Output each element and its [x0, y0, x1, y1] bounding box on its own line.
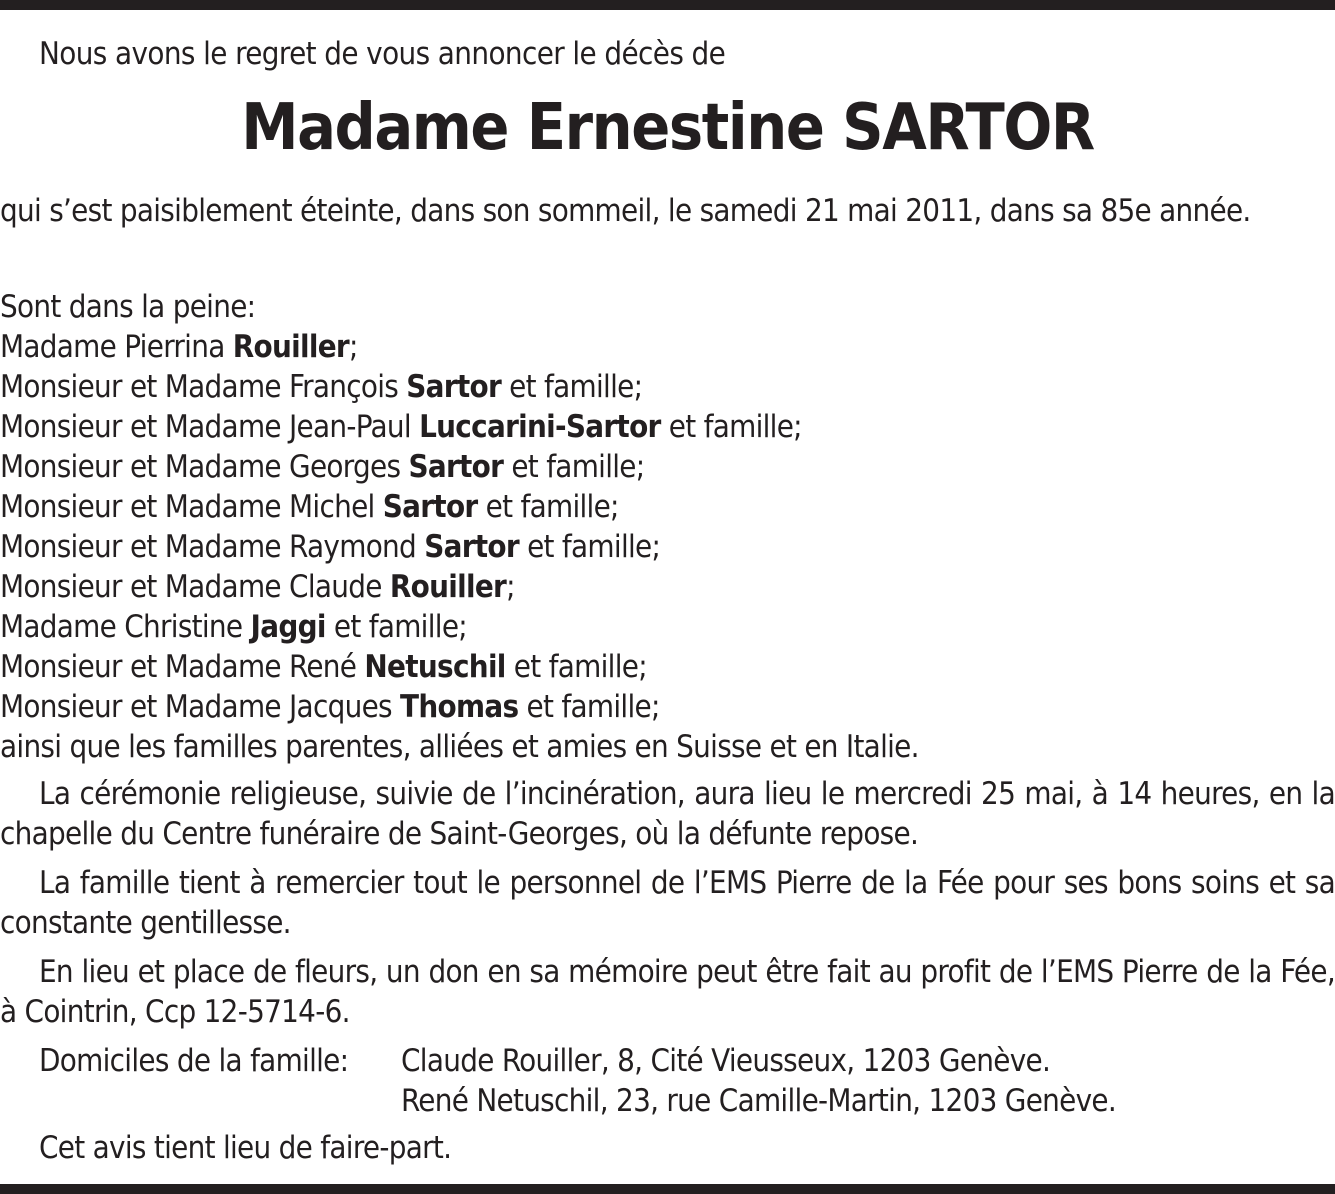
- mourners-heading: Sont dans la peine:: [0, 289, 256, 325]
- mourners-closing: ainsi que les familles parentes, alliées et amies en Suisse et en Italie.: [0, 729, 919, 765]
- domiciles-label: Domiciles de la famille:: [39, 1043, 349, 1079]
- mourner-line: Monsieur et Madame René Netuschil et famille;: [0, 649, 647, 685]
- mourner-surname: Netuschil: [364, 649, 506, 685]
- mourner-surname: Jaggi: [250, 609, 326, 645]
- mourner-surname: Sartor: [408, 449, 504, 485]
- bottom-rule: [0, 1184, 1335, 1194]
- mourner-surname: Rouiller: [232, 329, 349, 365]
- domicile-address: René Netuschil, 23, rue Camille-Martin, 1203 Genève.: [401, 1083, 1117, 1119]
- mourner-surname: Thomas: [400, 689, 519, 725]
- mourner-line: Monsieur et Madame Georges Sartor et famille;: [0, 449, 645, 485]
- intro-line: Nous avons le regret de vous annoncer le décès de: [39, 36, 726, 72]
- thanks-paragraph: La famille tient à remercier tout le personnel de l’EMS Pierre de la Fée pour ses bons soins et sa constante gentillesse.: [0, 865, 1335, 941]
- mourner-surname: Sartor: [424, 529, 519, 565]
- domicile-address: Claude Rouiller, 8, Cité Vieusseux, 1203 Genève.: [401, 1043, 1051, 1079]
- mourner-surname: Luccarini-Sartor: [419, 409, 661, 445]
- top-rule: [0, 0, 1335, 10]
- mourner-line: Madame Christine Jaggi et famille;: [0, 609, 467, 645]
- domicile-row: [0, 1041, 1335, 1081]
- mourner-line: Monsieur et Madame Raymond Sartor et famille;: [0, 529, 661, 565]
- mourner-line: Monsieur et Madame Jacques Thomas et famille;: [0, 689, 660, 725]
- mourners-list: [0, 287, 1335, 767]
- mourner-line: Madame Pierrina Rouiller;: [0, 329, 358, 365]
- death-statement: qui s’est paisiblement éteinte, dans son sommeil, le samedi 21 mai 2011, dans sa 85e année.: [0, 193, 1251, 229]
- donation-paragraph: En lieu et place de fleurs, un don en sa mémoire peut être fait au profit de l’EMS Pierre de la Fée, à Cointrin, Ccp 12-5714-6.: [0, 954, 1335, 1030]
- mourner-surname: Sartor: [382, 489, 478, 525]
- mourner-line: Monsieur et Madame Claude Rouiller;: [0, 569, 515, 605]
- mourner-line: Monsieur et Madame Jean-Paul Luccarini-Sartor et famille;: [0, 409, 802, 445]
- family-domiciles: [0, 1041, 1335, 1121]
- ceremony-paragraph: La cérémonie religieuse, suivie de l’incinération, aura lieu le mercredi 25 mai, à 14 heures, en la chapelle du Centre funéraire de Saint-Georges, où la défunte repose.: [0, 776, 1335, 852]
- mourner-line: Monsieur et Madame François Sartor et famille;: [0, 369, 643, 405]
- mourner-surname: Sartor: [406, 369, 502, 405]
- notice-line: Cet avis tient lieu de faire-part.: [39, 1130, 452, 1166]
- mourner-line: Monsieur et Madame Michel Sartor et famille;: [0, 489, 619, 525]
- mourner-surname: Rouiller: [389, 569, 507, 605]
- domiciles-label-spacer: [0, 1081, 401, 1121]
- domicile-row: [0, 1081, 1335, 1121]
- deceased-name: Madame Ernestine SARTOR: [241, 91, 1094, 165]
